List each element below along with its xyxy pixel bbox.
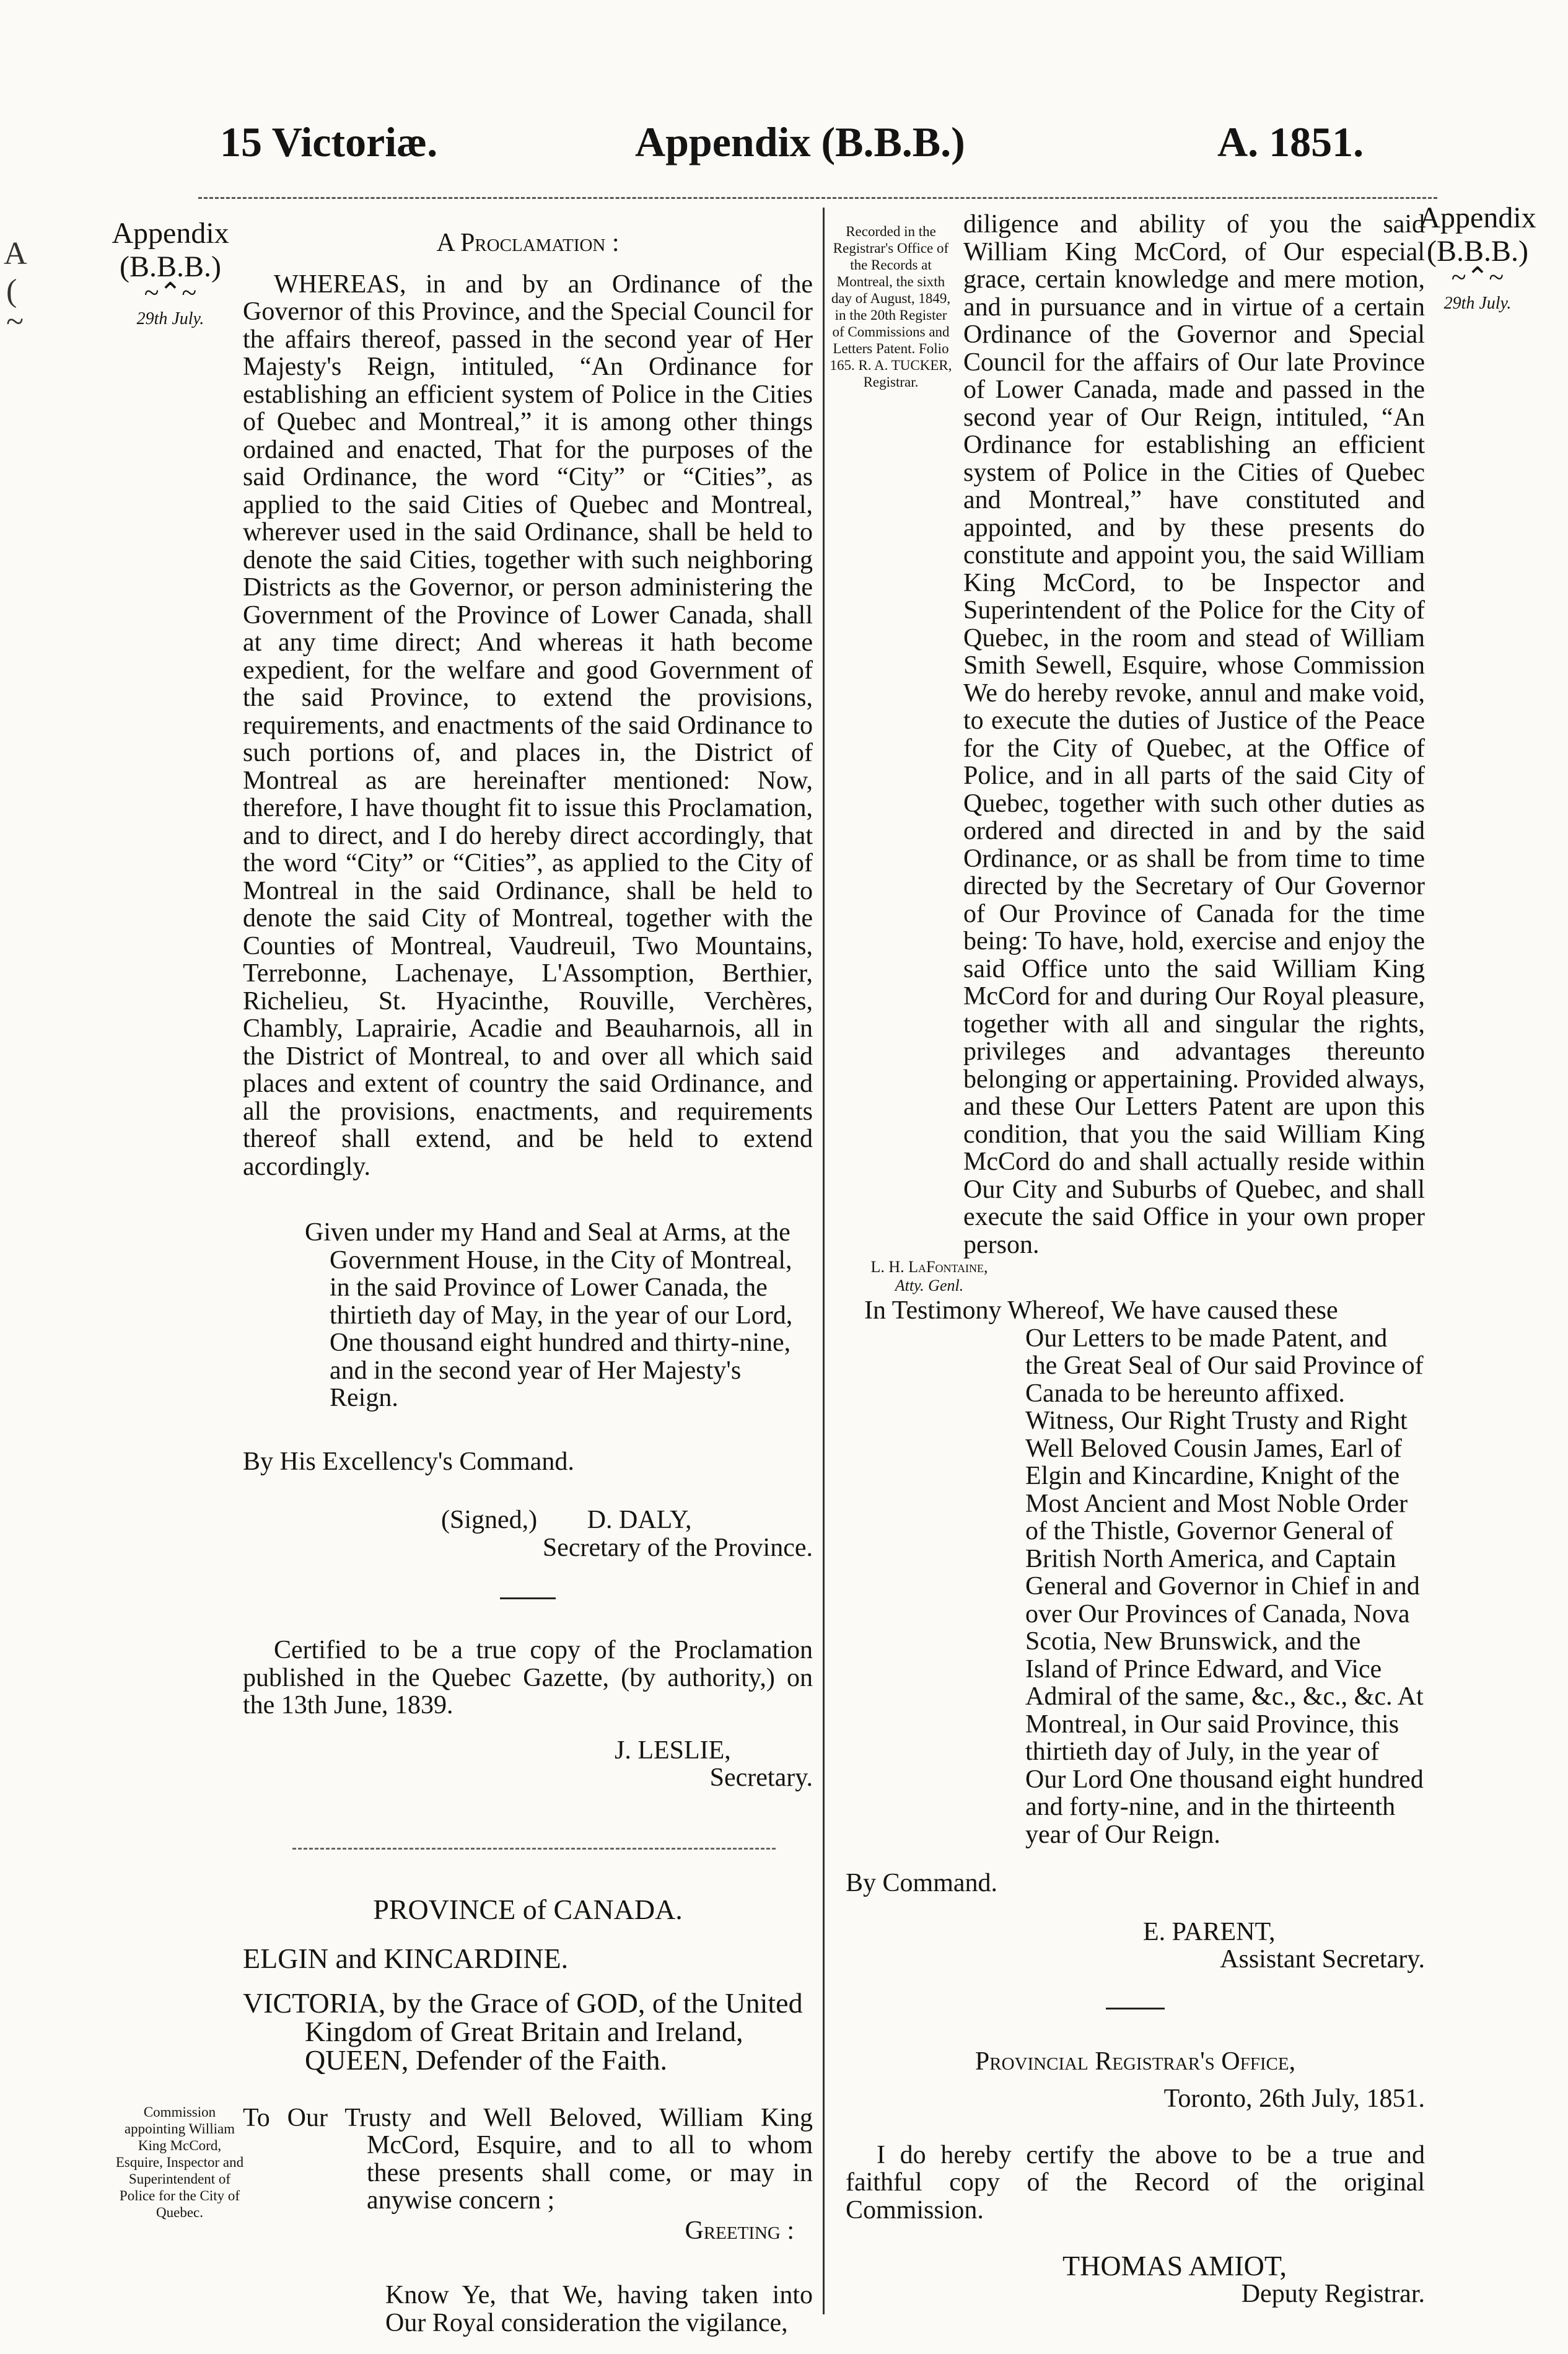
toronto-date: Toronto, 26th July, 1851. — [1163, 2084, 1425, 2113]
left-margin-label: Appendix — [112, 217, 229, 250]
greeting: Greeting : — [685, 2216, 794, 2245]
amiot-name: THOMAS AMIOT, — [1062, 2250, 1287, 2282]
testimony-body: Our Letters to be made Patent, and the Great Seal of Our said Province of Canada to be hereunto affixed. Witness, Our Right Trusty and Right Well Beloved Cousin James, Earl of Elgin and Kincardine, Knight of the Most Ancient and Most Noble Order of the Thistle, Governor General of British North America, and Captain General and Governor in Chief in and over Our Provinces of Canada, Nova Scotia, New Brunswick, and the Island of Prince Edward, and Vice Admiral of the same, &c., &c., &c. At Montreal, in Our said Province, this thirtieth day of July, in the year of Our Lord One thousand eight hundred and forty-nine, and in the thirteenth year of Our Reign. — [1025, 1324, 1424, 1849]
certify-text: I do hereby certify the above to be a true and faithful copy of the Record of the original Commission. — [846, 2140, 1425, 2224]
signed-line — [243, 1506, 813, 1534]
proclamation-body: WHEREAS, in and by an Ordinance of the Governor of this Province, and the Special Council for the affairs thereof, passed in the second year of Her Majesty's Reign, intituled, “An Ordinance for establishing an efficient system of Police in the Cities of Quebec and Montreal,” it is among other things ordained and enacted, That for the purposes of the said Ordinance, the word “City” or “Cities”, as applied to the said Cities of Quebec and Montreal, wherever used in the said Ordinance, shall be held to denote the said Cities, together with such neighboring Districts as the Governor, or person administering the Government of the Province of Lower Canada, shall at any time direct; And whereas it hath become expedient, for the welfare and good Government of the said Province, to extend the provisions, requirements, and enactments of the said Ordinance to such portions of, and places in, the District of Montreal as are hereinafter mentioned: Now, therefore, I have thought fit to issue this Proclamation, and to direct, and I do hereby direct accordingly, that the word “City” or “Cities”, as applied to the City of Montreal in the said Ordinance, shall be held to denote the said City of Montreal, together with the Counties of Montreal, Vaudreuil, Two Mountains, Terrebonne, Lachenaye, L'Assomption, Berthier, Richelieu, St. Hyacinthe, Rouville, Verchères, Chambly, Laprairie, Acadie and Beauharnois, all in the District of Montreal, to and over all which said places and extent of country the said Ordinance, and all the provisions, enactments, and requirements thereof shall extend, and be held to extend accordingly. — [243, 270, 813, 1181]
right-margin-label: Appendix — [1419, 201, 1536, 234]
recorded-note: Recorded in the Registrar's Office of the Records at Montreal, the sixth day of August, 1849, in the 20th Register of Commissions and Letters Patent. Folio 165. R. A. TUCKER, Registrar. — [830, 224, 952, 390]
dashed-rule — [292, 1848, 776, 1850]
header-center: Appendix (B.B.B.) — [635, 118, 965, 165]
right-margin-code: (B.B.B.) — [1426, 235, 1528, 268]
leslie-title: Secretary. — [709, 1763, 813, 1792]
victoria-title: VICTORIA, by the Grace of GOD, of the United Kingdom of Great Britain and Ireland, QUEEN, Defender of the Faith. — [243, 1987, 803, 2076]
left-margin-code: (B.B.B.) — [119, 250, 221, 283]
signed-name: D. DALY, — [587, 1506, 692, 1534]
leslie-name: J. LESLIE, — [615, 1736, 731, 1765]
header-rule — [198, 197, 1437, 199]
wavy-ornament-icon: ~⌃~ — [1451, 262, 1504, 292]
province-heading: PROVINCE of CANADA. — [373, 1893, 683, 1925]
parent-title: Assistant Secretary. — [1220, 1945, 1425, 1974]
section-rule — [500, 1597, 556, 1599]
to-our-trusty: To Our Trusty and Well Beloved, William King McCord, Esquire, and to all to whom these presents shall come, or may in anywise concern ; — [243, 2103, 813, 2215]
left-column — [243, 229, 813, 2337]
edge-fragment-3: ~ — [6, 304, 24, 340]
column-divider — [823, 208, 825, 2314]
edge-fragment-2: ( — [6, 273, 17, 309]
registrar-office: Provincial Registrar's Office, — [975, 2047, 1296, 2076]
elgin-heading: ELGIN and KINCARDINE. — [243, 1943, 569, 1974]
parent-name: E. PARENT, — [1143, 1917, 1276, 1946]
left-margin-note — [96, 217, 245, 336]
signed-label: (Signed,) — [441, 1506, 538, 1534]
edge-fragment-1: A — [4, 236, 27, 271]
right-margin-note — [1406, 201, 1549, 320]
header-left: 15 Victoriæ. — [220, 118, 438, 165]
by-command-right: By Command. — [846, 1869, 998, 1897]
commission-note: Commission appointing William King McCord, Esquire, Inspector and Superintendent of Police for the City of Quebec. — [115, 2104, 244, 2220]
amiot-title: Deputy Registrar. — [1241, 2279, 1425, 2308]
left-margin-date: 29th July. — [136, 309, 204, 328]
lafontaine-name: L. H. LaFontaine, — [870, 1258, 988, 1276]
certified-text: Certified to be a true copy of the Proclamation published in the Quebec Gazette, (by authority,) on the 13th June, 1839. — [243, 1636, 813, 1719]
know-ye: Know Ye, that We, having taken into Our Royal consideration the vigilance, — [385, 2281, 813, 2337]
proclamation-title: A Proclamation : — [436, 229, 620, 257]
given-under: Given under my Hand and Seal at Arms, at the Government House, in the City of Montreal, in the said Province of Lower Canada, the thirtieth day of May, in the year of our Lord, One thousand eight hundred and thirty-nine, and in the second year of Her Majesty's Reign. — [305, 1218, 793, 1412]
header-right: A. 1851. — [1217, 118, 1364, 165]
wavy-ornament-icon: ~⌃~ — [144, 278, 197, 308]
signed-title: Secretary of the Province. — [542, 1533, 813, 1562]
right-margin-date: 29th July. — [1443, 294, 1512, 313]
section-rule-right — [1106, 2008, 1165, 2009]
lafontaine-note — [839, 1258, 1019, 1295]
atty-genl: Atty. Genl. — [895, 1276, 964, 1294]
by-command-left: By His Excellency's Command. — [243, 1447, 574, 1476]
diligence-text: diligence and ability of you the said William King McCord, of Our especial grace, certain knowledge and mere motion, and in pursuance and in virtue of a certain Ordinance of the Governor and Special Council for the affairs of Our late Province of Lower Canada, made and passed in the second year of Our Reign, intituled, “An Ordinance for establishing an efficient system of Police in the Cities of Quebec and Montreal,” have constituted and appointed, and by these presents do constitute and appoint you, the said William King McCord, to be Inspector and Superintendent of the Police for the City of Quebec, in the room and stead of William Smith Sewell, Esquire, whose Commission We do hereby revoke, annul and make void, to execute the duties of Justice of the Peace for the City of Quebec, at the Office of Police, and in all parts of the said City of Quebec, together with such other duties as ordered and directed in and by the said Ordinance, or as shall be from time to time directed by the Secretary of Our Governor of Our Province of Canada for the time being: To have, hold, exercise and enjoy the said Office unto the said William King McCord for and during Our Royal pleasure, together with all and singular the rights, privileges and advantages thereunto belonging or appertaining. Provided always, and these Our Letters Patent are upon this condition, that you the said William King McCord do and shall actually reside within Our City and Suburbs of Quebec, and shall execute the said Office in your own proper person. — [963, 210, 1425, 1259]
testimony-line: In Testimony Whereof, We have caused these — [864, 1296, 1338, 1325]
